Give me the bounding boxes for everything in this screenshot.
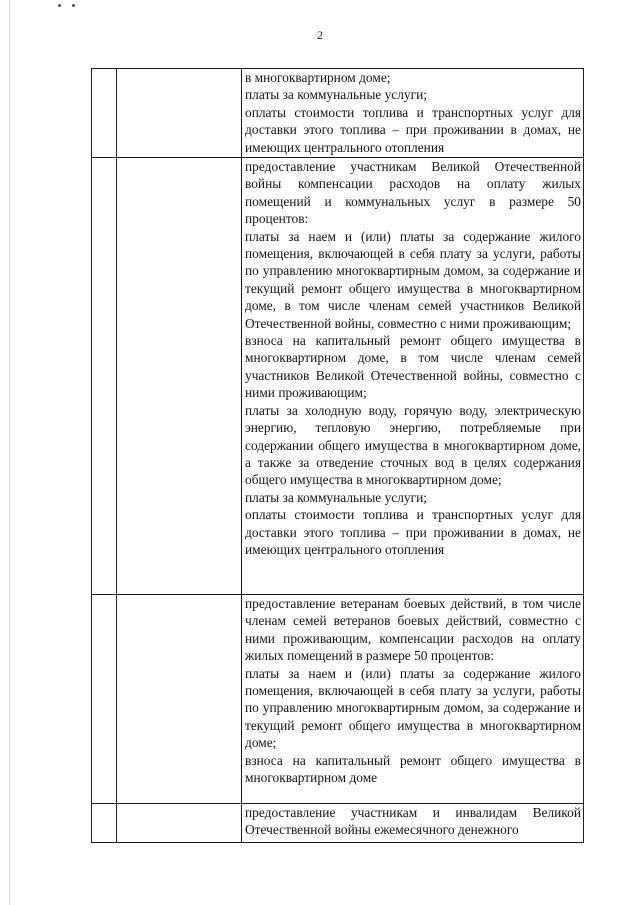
scan-dot [72, 4, 75, 7]
table-cell-measures [242, 158, 584, 595]
cell-paragraph: оплаты стоимости топлива и транспортных услуг для доставки этого топлива – при проживании в домах, не имеющих центрального отопления [245, 104, 581, 155]
table-cell-category [117, 158, 242, 595]
document-table [91, 68, 584, 843]
cell-paragraph: платы за коммунальные услуги; [245, 87, 427, 103]
cell-paragraph: платы за коммунальные услуги; [245, 489, 427, 505]
cell-text [242, 69, 583, 156]
table-row [92, 595, 584, 804]
cell-paragraph: взноса на капитальный ремонт общего имущества в многоквартирном доме [245, 752, 581, 786]
scan-dot [58, 4, 61, 7]
table-cell-number [92, 804, 117, 843]
cell-paragraph: платы за наем и (или) платы за содержание жилого помещения, включающей в себя плату за услуги, работы по управлению многоквартирным домом, за содержание и текущий ремонт общего имущества в многоквартирном доме; [245, 665, 581, 751]
table-cell-number [92, 595, 117, 804]
table-cell-category [117, 595, 242, 804]
cell-paragraph: в многоквартирном доме; [245, 70, 391, 85]
cell-paragraph: оплаты стоимости топлива и транспортных услуг для доставки этого топлива – при проживании в домах, не имеющих центрального отопления [245, 507, 581, 557]
table-cell-number [92, 69, 117, 158]
cell-paragraph: платы за холодную воду, горячую воду, электрическую энергию, тепловую энергию, потребляемые при содержании общего имущества в многоквартирном доме, а также за отведение сточных вод в целях содержания общего имущества в многоквартирном доме; [245, 402, 581, 488]
table-row [92, 804, 584, 843]
cell-paragraph: предоставление ветеранам боевых действий, в том числе членам семей ветеранов боевых действий, совместно с ними проживающим, компенсации расходов на оплату жилых помещений в размере 50 процентов: [245, 596, 581, 664]
cell-text [242, 804, 583, 842]
table-cell-measures [242, 595, 584, 804]
cell-paragraph: предоставление участникам Великой Отечественной войны компенсации расходов на оплату жилых помещений и коммунальных услуг в размере 50 процентов: [245, 159, 581, 227]
cell-paragraph: платы за наем и (или) платы за содержание жилого помещения, включающей в себя плату за услуги, работы по управлению многоквартирным домом, за содержание и текущий ремонт общего имущества в многоквартирном доме, в том числе членам семей участников Великой Отечественной войны, совместно с ними проживающим; [245, 228, 581, 331]
cell-paragraph: взноса на капитальный ремонт общего имущества в многоквартирном доме, в том числе членам семей участников Великой Отечественной войны, совместно с ними проживающим; [245, 333, 581, 401]
table-cell-number [92, 158, 117, 595]
scan-margin-line [9, 0, 10, 905]
table-cell-measures [242, 69, 584, 158]
cell-paragraph: предоставление участникам и инвалидам Великой Отечественной войны ежемесячного денежного [245, 805, 581, 838]
page-number: 2 [317, 28, 323, 42]
table-cell-category [117, 804, 242, 843]
table-row [92, 69, 584, 158]
table-row [92, 158, 584, 595]
table-cell-measures [242, 804, 584, 843]
cell-text [242, 158, 583, 558]
cell-text [242, 595, 583, 786]
table-cell-category [117, 69, 242, 158]
